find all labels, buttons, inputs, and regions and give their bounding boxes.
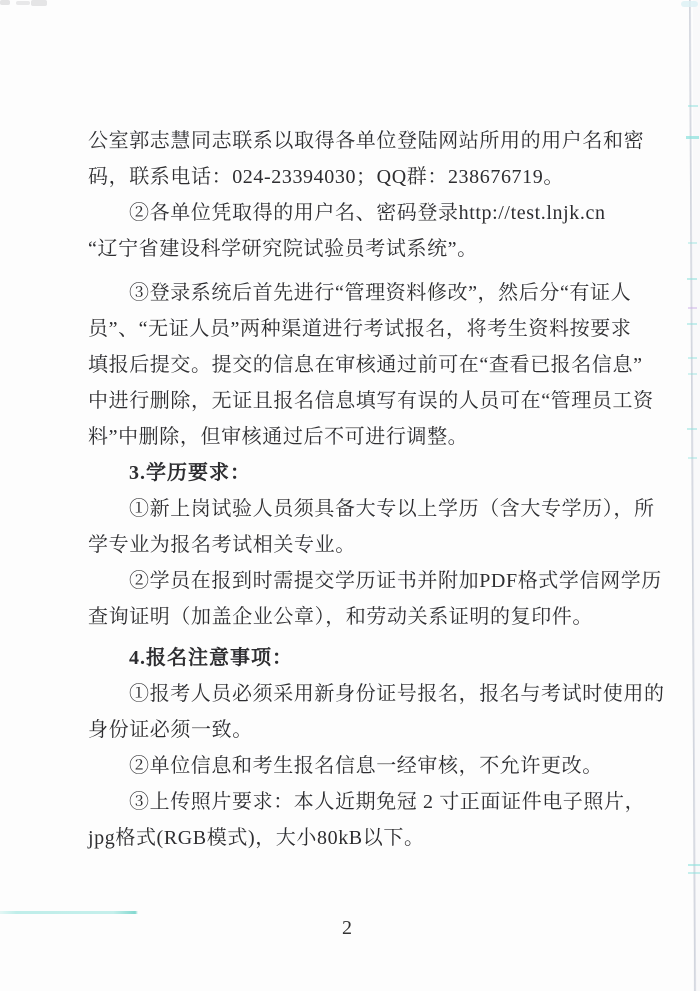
text-line: 料”中删除，但审核通过后不可进行调整。 <box>88 426 469 448</box>
text-line: ②单位信息和考生报名信息一经审核，不允许更改。 <box>129 755 603 777</box>
scan-smudge <box>31 0 47 6</box>
scan-corner-smudge <box>681 1 698 7</box>
text-line: 公室郭志慧同志联系以取得各单位登陆网站所用的用户名和密 <box>88 130 645 152</box>
text-line: 填报后提交。提交的信息在审核通过前可在“查看已报名信息” <box>88 354 643 376</box>
scan-cyan-tick <box>688 357 697 359</box>
text-line: 学专业为报名考试相关专业。 <box>88 534 356 556</box>
text-line: 身份证必须一致。 <box>88 719 253 741</box>
text-line: 查询证明（加盖企业公章），和劳动关系证明的复印件。 <box>88 606 593 628</box>
scan-cyan-tick <box>687 428 697 430</box>
scan-highlight-streak <box>0 911 138 914</box>
section-heading-education: 3.学历要求： <box>129 462 251 484</box>
text-line: “辽宁省建设科学研究院试验员考试系统”。 <box>88 238 478 260</box>
text-line: 员”、“无证人员”两种渠道进行考试报名，将考生资料按要求 <box>88 318 632 340</box>
text-line: ②学员在报到时需提交学历证书并附加PDF格式学信网学历 <box>129 570 662 592</box>
page-number: 2 <box>342 917 352 939</box>
scan-cyan-tick <box>688 105 698 107</box>
scan-cyan-tick <box>688 373 697 375</box>
scan-smudge <box>0 0 10 5</box>
text-line: ①报考人员必须采用新身份证号报名，报名与考试时使用的 <box>129 683 665 705</box>
text-line: ②各单位凭取得的用户名、密码登录http://test.lnjk.cn <box>129 202 606 224</box>
text-line: 中进行删除，无证且报名信息填写有误的人员可在“管理员工资 <box>88 390 654 412</box>
scan-cyan-tick <box>686 136 699 139</box>
text-line: ①新上岗试验人员须具备大专以上学历（含大专学历），所 <box>129 498 655 520</box>
text-line: ③上传照片要求：本人近期免冠 2 寸正面证件电子照片， <box>129 791 646 813</box>
section-heading-registration-notes: 4.报名注意事项： <box>129 647 293 669</box>
scan-cyan-tick <box>688 242 697 244</box>
scan-purple-tick <box>688 307 697 309</box>
scan-cyan-tick <box>688 457 697 459</box>
text-line: ③登录系统后首先进行“管理资料修改”，然后分“有证人 <box>129 282 632 304</box>
text-line: 码，联系电话：024-23394030；QQ群：238676719。 <box>88 166 564 188</box>
document-body <box>88 123 663 856</box>
text-line: jpg格式(RGB模式)，大小80kB以下。 <box>88 827 425 849</box>
scan-cyan-tick <box>687 323 697 325</box>
scan-cyan-tick <box>687 278 697 280</box>
scan-cyan-tick <box>688 864 700 866</box>
scan-cyan-tick <box>688 872 700 874</box>
scan-smudge <box>16 1 30 5</box>
